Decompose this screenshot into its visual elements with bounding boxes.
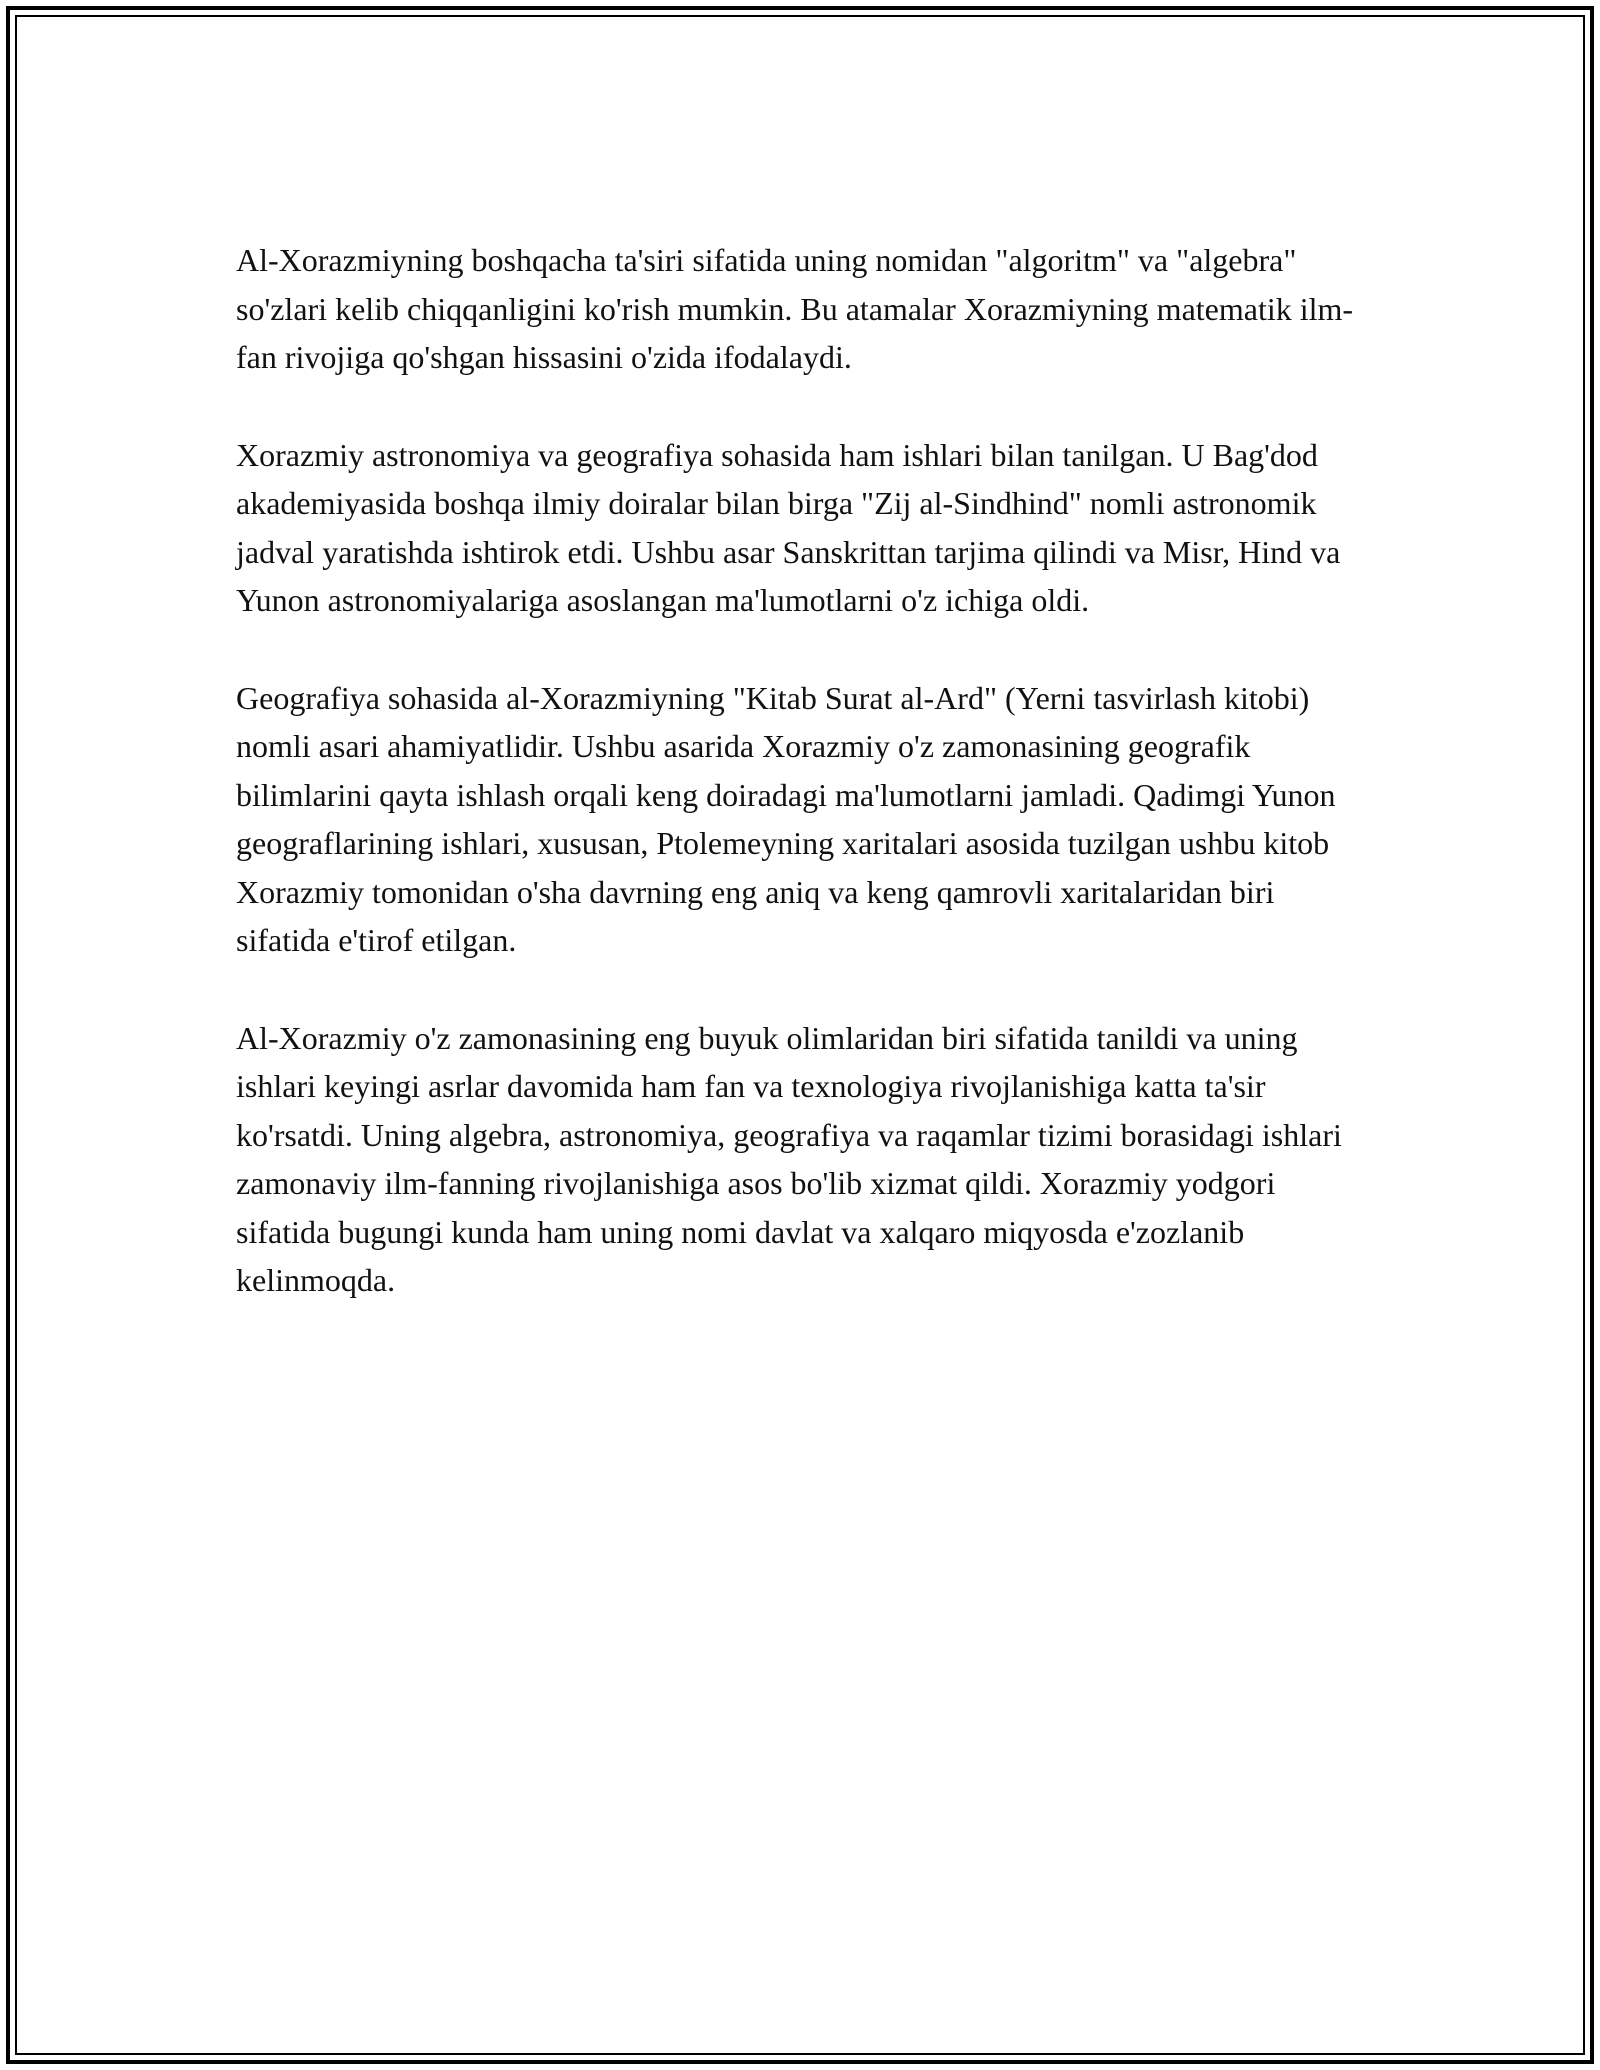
paragraph-4: Al-Xorazmiy o'z zamonasining eng buyuk olimlaridan biri sifatida tanildi va uning ishlari keyingi asrlar davomida ham fan va texnologiya rivojlanishiga katta ta'sir ko'rsatdi. Uning algebra, astronomiya, geografiya va raqamlar tizimi borasidagi ishlari zamonaviy ilm-fanning rivojlanishiga asos bo'lib xizmat qildi. Xorazmiy yodgori sifatida bugungi kunda ham uning nomi davlat va xalqaro miqyosda e'zozlanib kelinmoqda. — [236, 1019, 1342, 1298]
paragraph-2: Xorazmiy astronomiya va geografiya sohasida ham ishlari bilan tanilgan. U Bag'dod akademiyasida boshqa ilmiy doiralar bilan birga "Zij al-Sindhind" nomli astronomik jadval yaratishda ishtirok etdi. Ushbu asar Sanskrittan tarjima qilindi va Misr, Hind va Yunon astronomiyalariga asoslangan ma'lumotlarni o'z ichiga oldi. — [236, 436, 1341, 618]
paragraph-1: Al-Xorazmiyning boshqacha ta'siri sifatida uning nomidan "algoritm" va "algebra" so'zlari kelib chiqqanligini ko'rish mumkin. Bu atamalar Xorazmiyning matematik ilm-fan rivojiga qo'shgan hissasini o'zida ifodalaydi. — [236, 242, 1354, 375]
document-body — [236, 236, 1364, 1354]
paragraph-3: Geografiya sohasida al-Xorazmiyning "Kitab Surat al-Ard" (Yerni tasvirlash kitobi) nomli asari ahamiyatlidir. Ushbu asarida Xorazmiy o'z zamonasining geografik bilimlarini qayta ishlash orqali keng doiradagi ma'lumotlarni jamladi. Qadimgi Yunon geograflarining ishlari, xususan, Ptolemeyning xaritalari asosida tuzilgan ushbu kitob Xorazmiy tomonidan o'sha davrning eng aniq va keng qamrovli xaritalaridan biri sifatida e'tirof etilgan. — [236, 679, 1336, 958]
